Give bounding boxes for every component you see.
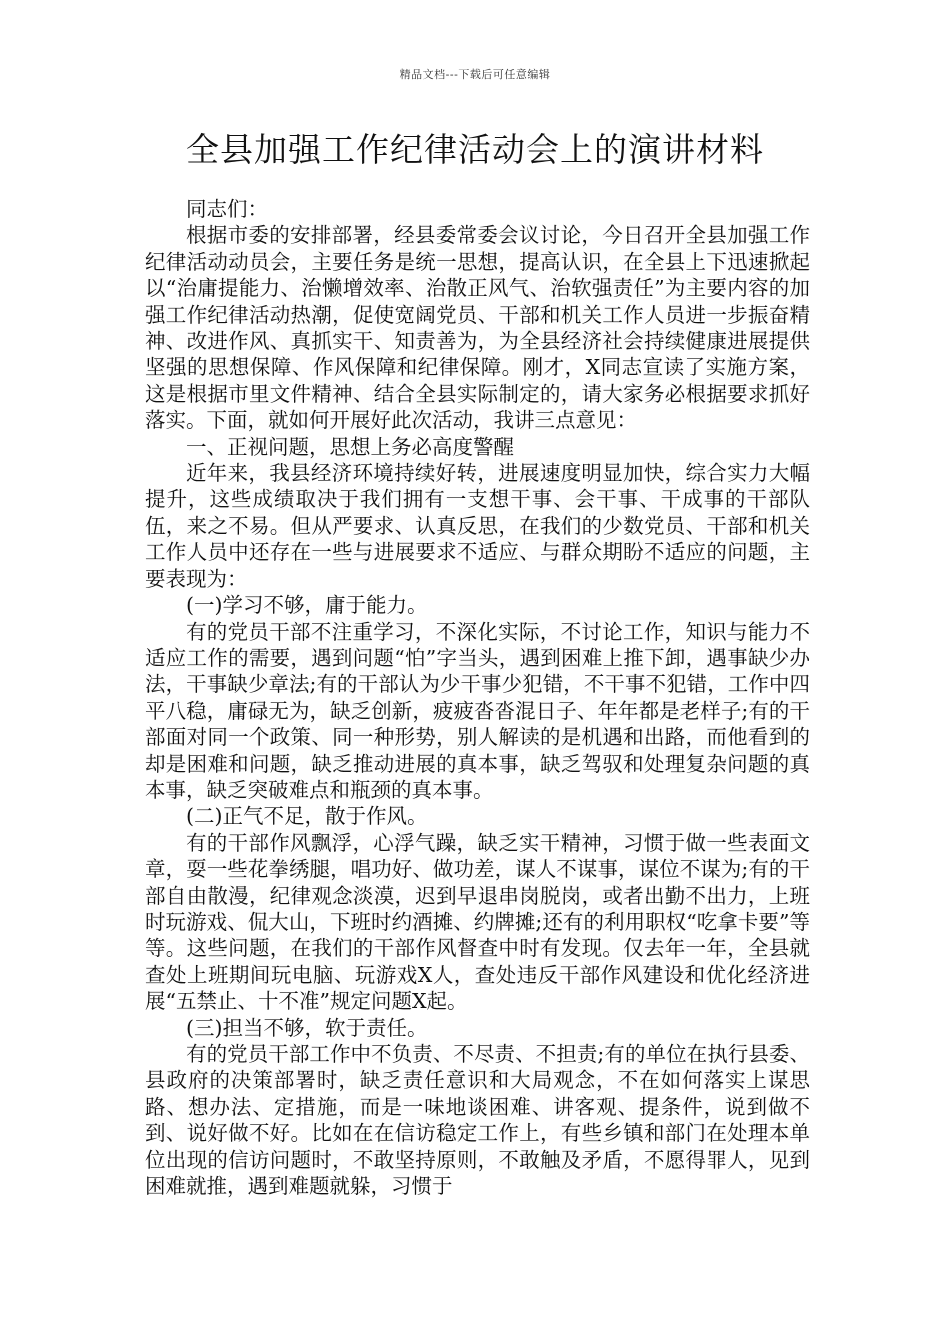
page-header-note: 精品文档---下载后可任意编辑 (399, 68, 551, 81)
subsection-heading-3: (三)担当不够，软于责任。 (186, 1015, 428, 1040)
document-title: 全县加强工作纪律活动会上的演讲材料 (186, 130, 764, 169)
subsection-heading-2: (二)正气不足，散于作风。 (186, 804, 428, 829)
paragraph-subsection-3: 有的党员干部工作中不负责、不尽责、不担责;有的单位在执行县委、县政府的决策部署时，缺乏责任意识和大局观念，不在如何落实上谋思路、想办法、定措施，而是一味地谈困难、讲客观、提条件，说到做不到、说好做不好。比如在在信访稳定工作上，有些乡镇和部门在处理本单位出现的信访问题时，不敢坚持原则，不敢触及矛盾，不愿得罪人，见到困难就推，遇到难题就躲，习惯于 (145, 1042, 810, 1199)
salutation: 同志们： (186, 197, 268, 221)
paragraph-section-1: 近年来，我县经济环境持续好转，进展速度明显加快，综合实力大幅提升，这些成绩取决于我们拥有一支想干事、会干事、干成事的干部队伍，来之不易。但从严要求、认真反思，在我们的少数党员、干部和机关工作人员中还存在一些与进展要求不适应、与群众期盼不适应的问题，主要表现为： (145, 461, 810, 591)
paragraph-intro: 根据市委的安排部署，经县委常委会议讨论，今日召开全县加强工作纪律活动动员会，主要任务是统一思想，提高认识，在全县上下迅速掀起以“治庸提能力、治懒增效率、治散正风气、治软强责任”为主要内容的加强工作纪律活动热潮，促使宽阔党员、干部和机关工作人员进一步振奋精神、改进作风、真抓实干、知责善为，为全县经济社会持续健康进展提供坚强的思想保障、作风保障和纪律保障。刚才，X同志宣读了实施方案，这是根据市里文件精神、结合全县实际制定的，请大家务必根据要求抓好落实。下面，就如何开展好此次活动，我讲三点意见： (145, 223, 810, 433)
document-body (145, 196, 810, 1199)
subsection-heading-1: (一)学习不够，庸于能力。 (186, 593, 428, 618)
section-heading-1: 一、正视问题，思想上务必高度警醒 (186, 434, 514, 459)
paragraph-subsection-1: 有的党员干部不注重学习，不深化实际，不讨论工作，知识与能力不适应工作的需要，遇到问题“怕”字当头，遇到困难上推下卸，遇事缺少办法，干事缺少章法;有的干部认为少干事少犯错，不干事不犯错，工作中四平八稳，庸碌无为，缺乏创新，疲疲沓沓混日子、年年都是老样子;有的干部面对同一个政策、同一种形势，别人解读的是机遇和出路，而他看到的却是困难和问题，缺乏推动进展的真本事，缺乏驾驭和处理复杂问题的真本事，缺乏突破难点和瓶颈的真本事。 (145, 619, 810, 802)
paragraph-subsection-2: 有的干部作风飘浮，心浮气躁，缺乏实干精神，习惯于做一些表面文章，耍一些花拳绣腿，唱功好、做功差，谋人不谋事，谋位不谋为;有的干部自由散漫，纪律观念淡漠，迟到早退串岗脱岗，或者出勤不出力，上班时玩游戏、侃大山，下班时约酒摊、约牌摊;还有的利用职权“吃拿卡要”等等。这些问题，在我们的干部作风督查中时有发现。仅去年一年，全县就查处上班期间玩电脑、玩游戏X人，查处违反干部作风建设和优化经济进展“五禁止、十不准”规定问题X起。 (145, 830, 810, 1014)
